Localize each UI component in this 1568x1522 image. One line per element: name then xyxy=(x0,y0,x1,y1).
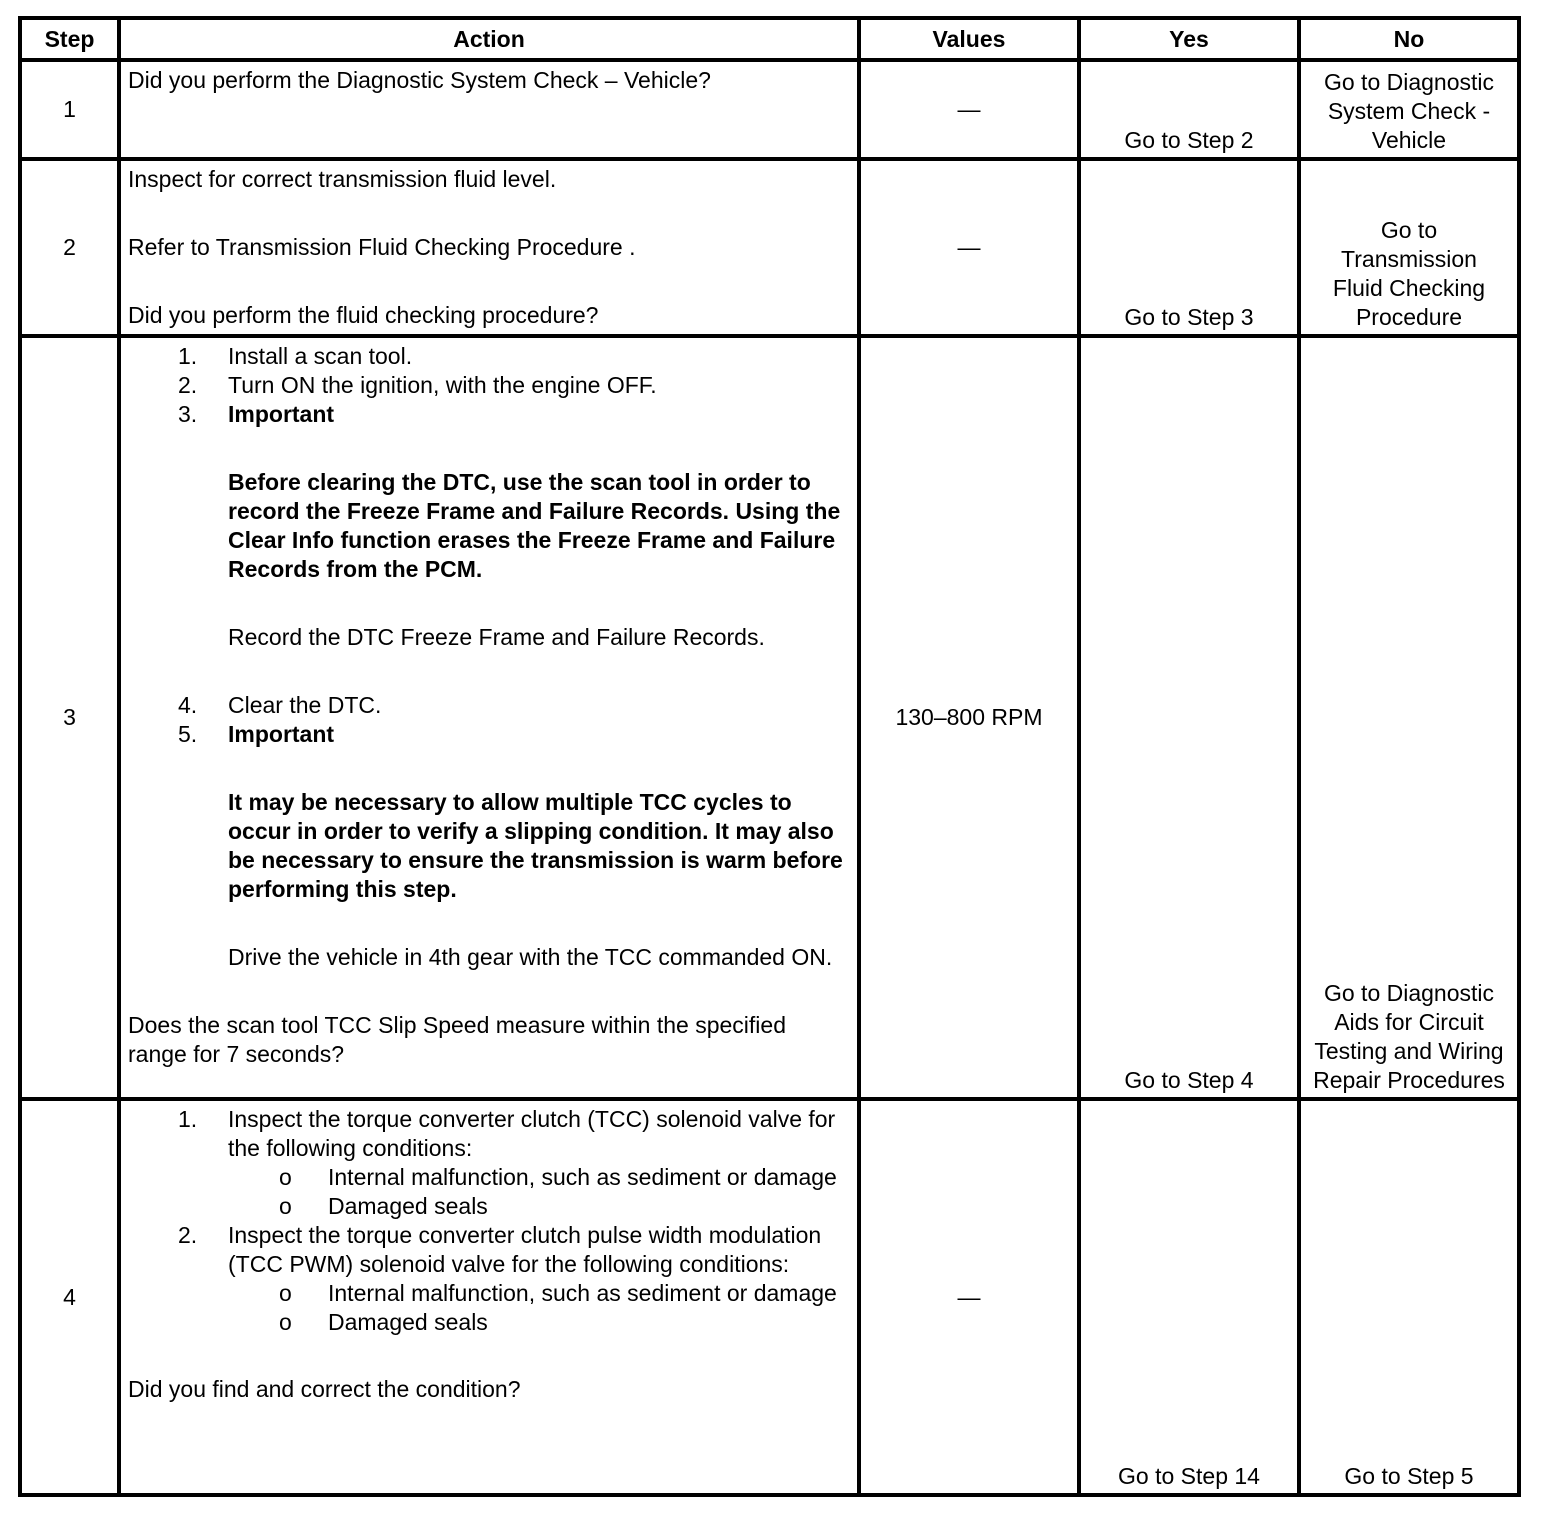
list-item xyxy=(128,691,851,720)
action-cell xyxy=(121,161,857,334)
list-text: Inspect the torque converter clutch (TCC) solenoid valve for the following conditions: xyxy=(228,1106,836,1161)
list-item xyxy=(128,1221,851,1279)
header-action: Action xyxy=(453,25,525,52)
no-cell: Go to Step 5 xyxy=(1344,1463,1474,1489)
important-note: It may be necessary to allow multiple TCC cycles to occur in order to verify a slipping condition. It may also be necessary to ensure the transmission is warm before performing this step. xyxy=(228,789,843,902)
list-number: 5. xyxy=(178,721,198,747)
yes-cell: Go to Step 4 xyxy=(1124,1067,1254,1093)
header-step: Step xyxy=(44,25,95,52)
list-text: Install a scan tool. xyxy=(228,343,413,369)
bullet-item xyxy=(128,1308,851,1337)
action-text: Refer to Transmission Fluid Checking Procedure . xyxy=(128,234,636,260)
list-item xyxy=(128,371,851,400)
list-number: 1. xyxy=(178,1106,198,1132)
list-number: 4. xyxy=(178,692,198,718)
important-note: Before clearing the DTC, use the scan tool in order to record the Freeze Frame and Failure Records. Using the Clear Info function erases the Freeze Frame and Failure Records from the PCM. xyxy=(228,469,841,582)
values-cell: — xyxy=(957,1283,981,1310)
yes-cell: Go to Step 2 xyxy=(1124,127,1254,153)
no-cell: Go to Transmission Fluid Checking Procedure xyxy=(1332,217,1486,330)
bullet-marker: o xyxy=(279,1280,292,1306)
bullet-text: Damaged seals xyxy=(328,1309,488,1335)
list-text: Drive the vehicle in 4th gear with the TCC commanded ON. xyxy=(228,944,833,970)
action-text: Inspect for correct transmission fluid level. xyxy=(128,166,557,192)
bullet-item xyxy=(128,1279,851,1308)
list-text: Inspect the torque converter clutch pulse width modulation (TCC PWM) solenoid valve for the following conditions: xyxy=(228,1222,822,1277)
action-cell xyxy=(121,1101,857,1493)
list-text: Turn ON the ignition, with the engine OFF. xyxy=(228,372,657,398)
step-number: 2 xyxy=(63,234,76,260)
list-number: 1. xyxy=(178,343,198,369)
list-number: 2. xyxy=(178,1222,198,1248)
bullet-marker: o xyxy=(279,1193,292,1219)
list-item xyxy=(128,400,851,691)
values-cell: — xyxy=(957,234,981,260)
values-cell: — xyxy=(957,96,981,122)
bullet-item xyxy=(128,1192,851,1221)
yes-cell: Go to Step 14 xyxy=(1118,1463,1260,1489)
important-heading: Important xyxy=(228,401,335,427)
header-values: Values xyxy=(932,25,1006,52)
values-cell: 130–800 RPM xyxy=(895,704,1043,730)
list-item xyxy=(128,342,851,371)
bullet-text: Internal malfunction, such as sediment or damage xyxy=(328,1164,837,1190)
step-number: 3 xyxy=(63,704,76,730)
action-question: Does the scan tool TCC Slip Speed measure within the specified range for 7 seconds? xyxy=(128,1012,786,1067)
bullet-text: Damaged seals xyxy=(328,1193,488,1219)
diagnostic-table xyxy=(18,16,1521,1497)
no-cell: Go to Diagnostic System Check - Vehicle xyxy=(1323,69,1495,153)
list-item xyxy=(128,1105,851,1163)
bullet-text: Internal malfunction, such as sediment or damage xyxy=(328,1280,837,1306)
list-item xyxy=(128,720,851,1011)
bullet-marker: o xyxy=(279,1309,292,1335)
header-no: No xyxy=(1393,25,1425,52)
yes-cell: Go to Step 3 xyxy=(1124,304,1254,330)
bullet-marker: o xyxy=(279,1164,292,1190)
list-number: 3. xyxy=(178,401,198,427)
bullet-item xyxy=(128,1163,851,1192)
list-text: Record the DTC Freeze Frame and Failure Records. xyxy=(228,624,765,650)
important-heading: Important xyxy=(228,721,335,747)
header-yes: Yes xyxy=(1169,25,1209,52)
list-text: Clear the DTC. xyxy=(228,692,382,718)
action-question: Did you perform the fluid checking procedure? xyxy=(128,302,599,328)
step-number: 4 xyxy=(63,1283,76,1310)
list-number: 2. xyxy=(178,372,198,398)
action-question: Did you perform the Diagnostic System Check – Vehicle? xyxy=(128,67,711,93)
action-cell xyxy=(121,338,857,1097)
step-number: 1 xyxy=(63,96,76,122)
no-cell: Go to Diagnostic Aids for Circuit Testing and Wiring Repair Procedures xyxy=(1313,980,1505,1093)
action-cell xyxy=(121,62,857,157)
action-question: Did you find and correct the condition? xyxy=(128,1376,521,1402)
